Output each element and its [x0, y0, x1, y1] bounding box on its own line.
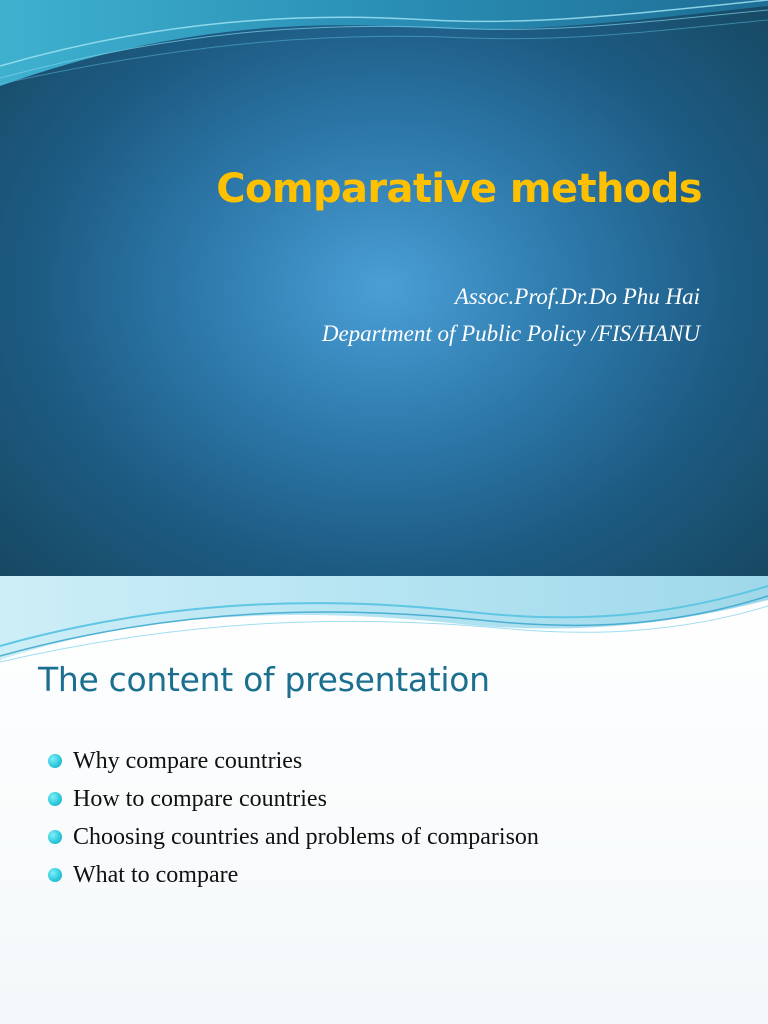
list-item-text: What to compare: [73, 862, 239, 888]
bullet-dot-icon: [48, 830, 62, 844]
decorative-wave-band: [0, 576, 768, 668]
bullet-list: [46, 742, 539, 894]
content-slide-title: The content of presentation: [38, 660, 490, 699]
bullet-dot-icon: [48, 792, 62, 806]
bullet-dot-icon: [48, 754, 62, 768]
list-item-text: Choosing countries and problems of comparison: [73, 824, 539, 850]
decorative-wave-top: [0, 0, 768, 90]
bullet-dot-icon: [48, 868, 62, 882]
department-line: Department of Public Policy /FIS/HANU: [321, 321, 700, 346]
list-item: [46, 780, 539, 818]
list-item: [46, 742, 539, 780]
list-item: [46, 856, 539, 894]
list-item-text: Why compare countries: [73, 748, 303, 774]
list-item: [46, 818, 539, 856]
content-slide: [0, 576, 768, 1024]
list-item-text: How to compare countries: [73, 786, 327, 812]
author-line: Assoc.Prof.Dr.Do Phu Hai: [454, 284, 700, 309]
slide-title: Comparative methods: [216, 166, 702, 212]
slide-subtitle: [322, 278, 700, 352]
